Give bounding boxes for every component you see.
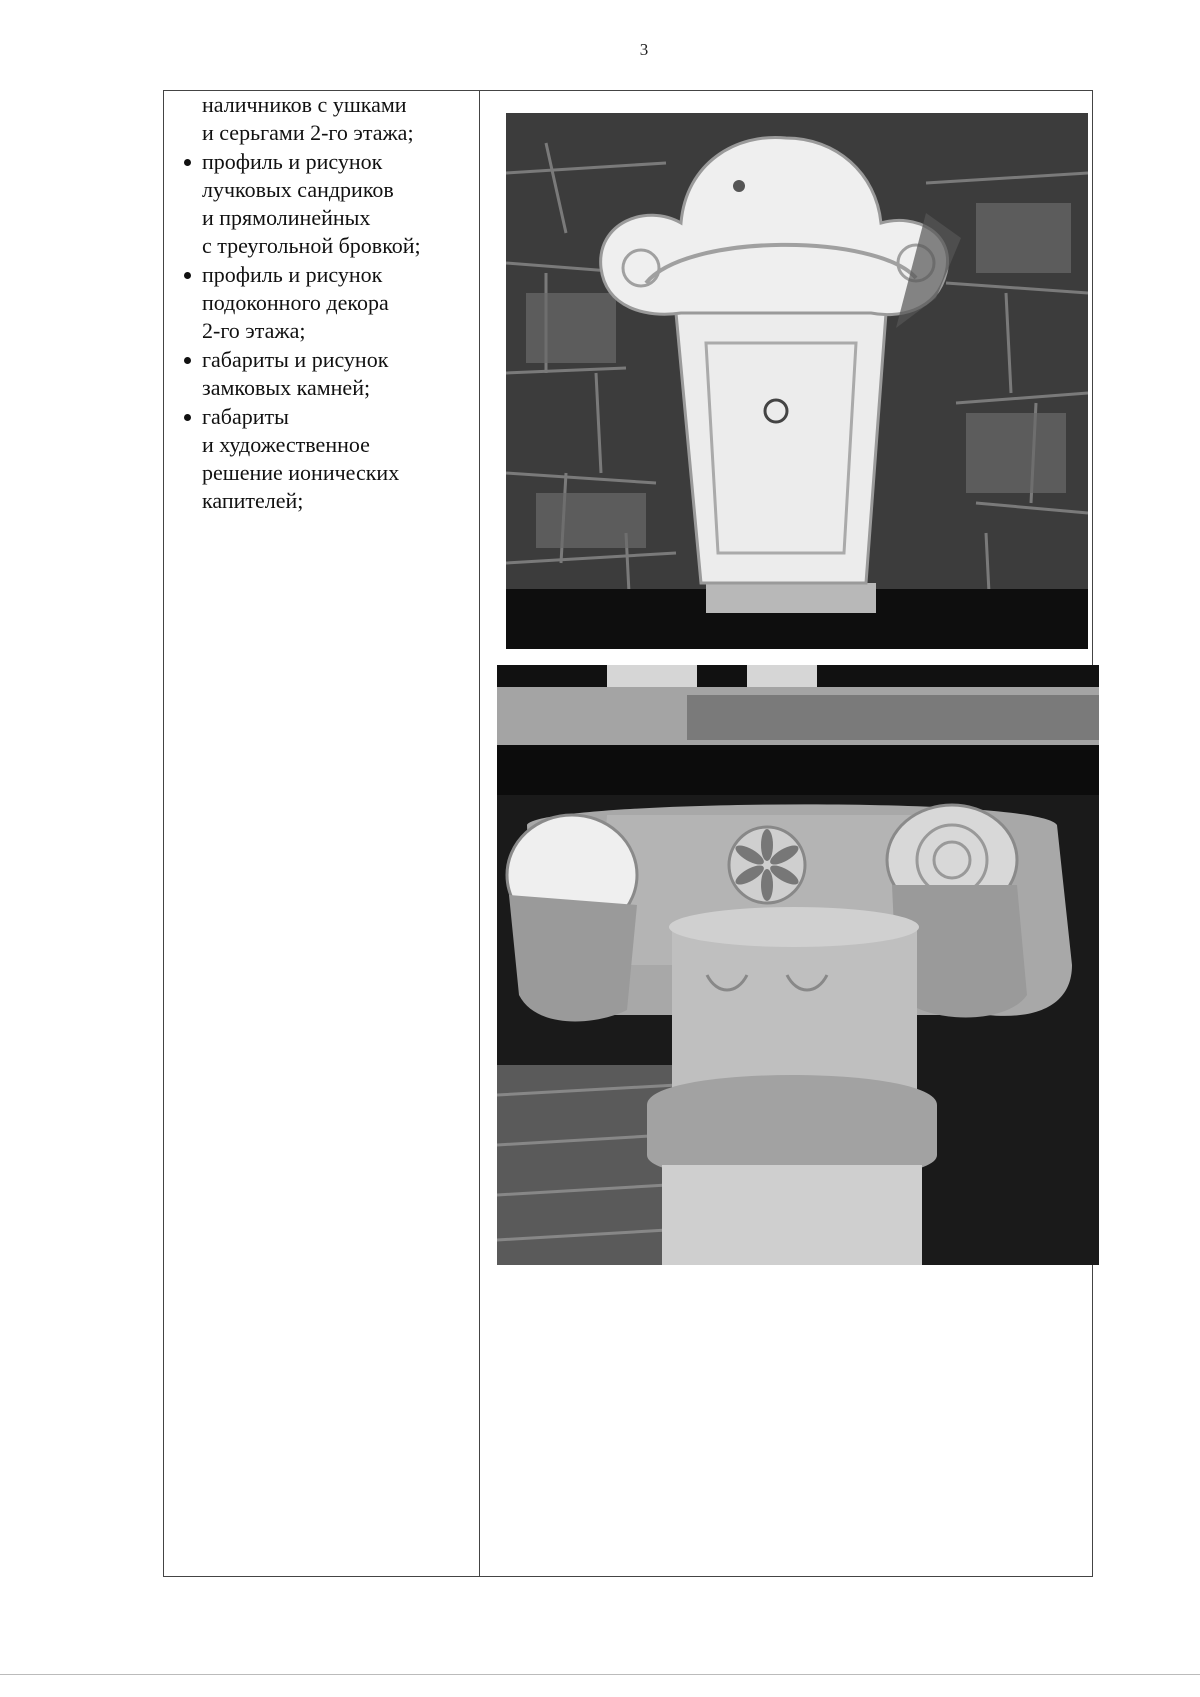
requirements-table [163, 90, 1093, 1577]
text-line: решение ионических [202, 460, 400, 485]
text-line: и серьгами 2-го этажа; [202, 120, 414, 145]
list-item [202, 346, 472, 402]
text-line: габариты и рисунок [202, 347, 389, 372]
text-line: лучковых сандриков [202, 177, 394, 202]
page-number: 3 [639, 40, 649, 59]
list-item [202, 148, 472, 260]
text-line: замковых камней; [202, 375, 371, 400]
list-item [202, 261, 472, 345]
text-line: капителей; [202, 488, 304, 513]
text-line: профиль и рисунок [202, 149, 383, 174]
text-line: и прямолинейных [202, 205, 371, 230]
text-line: с треугольной бровкой; [202, 233, 421, 258]
ionic-capital-photo [497, 665, 1099, 1265]
column-divider [479, 91, 480, 1576]
text-line: 2-го этажа; [202, 318, 306, 343]
text-line: и художественное [202, 432, 370, 457]
text-line: наличников с ушками [202, 92, 407, 117]
text-line: габариты [202, 404, 289, 429]
bottom-rule [0, 1674, 1200, 1675]
text-line: профиль и рисунок [202, 262, 383, 287]
text-line: подоконного декора [202, 290, 389, 315]
text-cell [202, 91, 472, 515]
keystone-photo [506, 113, 1088, 649]
list-item [202, 403, 472, 515]
